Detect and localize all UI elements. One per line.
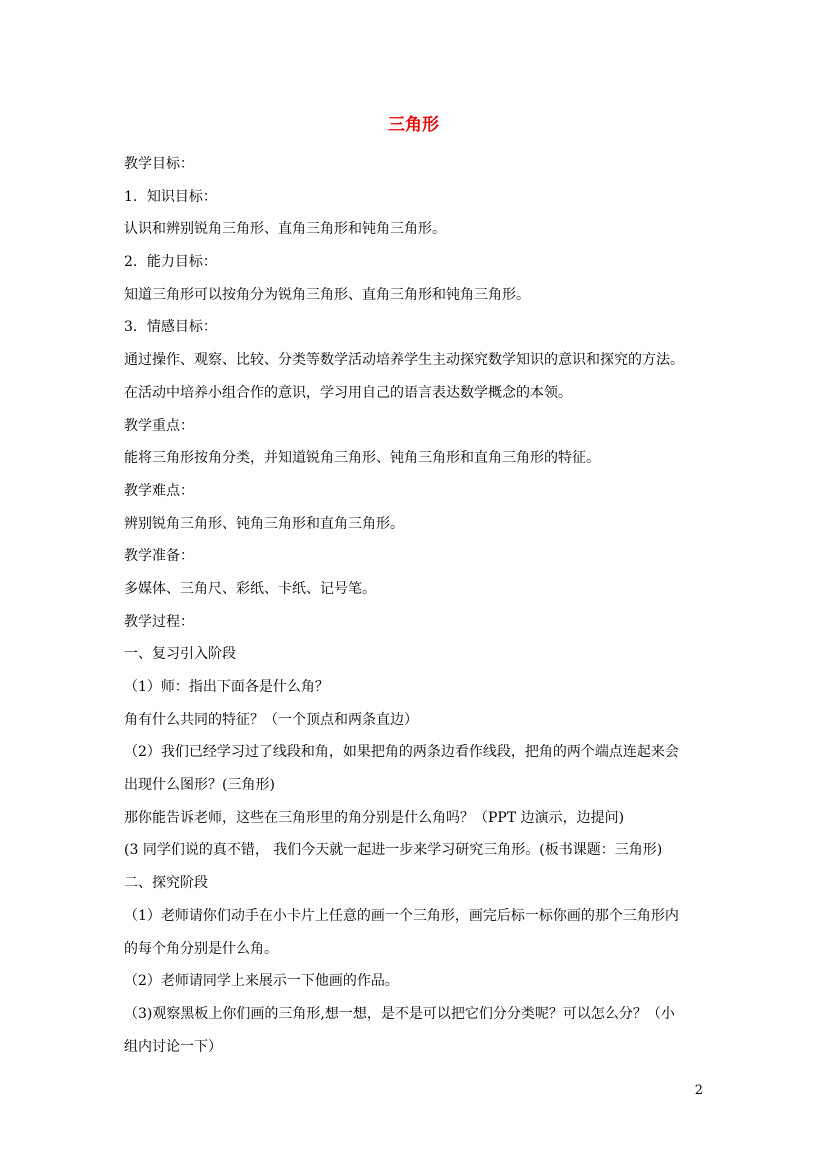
text-line: （3)观察黑板上你们画的三角形,想一想，是不是可以把它们分分类呢？可以怎么分？（小 (124, 1005, 675, 1022)
text-line: （1）老师请你们动手在小卡片上任意的画一个三角形，画完后标一标你画的那个三角形内 (124, 907, 679, 924)
text-line: 教学重点： (124, 417, 194, 434)
text-line: （1）师：指出下面各是什么角？ (124, 679, 329, 695)
document-title: 三角形 (388, 115, 439, 135)
text-line: 的每个角分别是什么角。 (124, 940, 278, 957)
text-line: 二、探究阶段 (124, 875, 208, 892)
text-line: 出现什么图形？(三角形) (124, 777, 275, 794)
page-number: 2 (694, 1083, 703, 1098)
text-line: （2）我们已经学习过了线段和角，如果把角的两条边看作线段，把角的两个端点连起来会 (124, 744, 679, 761)
document-body (124, 148, 724, 1063)
text-line: 1．知识目标： (124, 188, 217, 205)
text-line: 认识和辨别锐角三角形、直角三角形和钝角三角形。 (124, 221, 446, 238)
text-line: 能将三角形按角分类，并知道锐角三角形、钝角三角形和直角三角形的特征。 (124, 450, 600, 467)
text-line: 知道三角形可以按角分为锐角三角形、直角三角形和钝角三角形。 (124, 286, 530, 303)
text-line: 教学目标： (124, 156, 194, 172)
text-line: 多媒体、三角尺、彩纸、卡纸、记号笔。 (124, 580, 376, 597)
text-line: 教学准备： (124, 548, 194, 565)
text-line: 教学难点： (124, 482, 194, 499)
text-line: 通过操作、观察、比较、分类等数学活动培养学生主动探究数学知识的意识和探究的方法。 (124, 352, 684, 369)
text-line: 角有什么共同的特征？（一个顶点和两条直边） (124, 711, 418, 728)
text-line: 那你能告诉老师，这些在三角形里的角分别是什么角吗？（PPT 边演示，边提问) (124, 809, 625, 826)
text-line: 2．能力目标： (124, 254, 217, 271)
text-line: （2）老师请同学上来展示一下他画的作品。 (124, 973, 399, 990)
text-line: 教学过程： (124, 613, 194, 630)
text-line: 在活动中培养小组合作的意识，学习用自己的语言表达数学概念的本领。 (124, 384, 572, 401)
text-line: 组内讨论一下） (124, 1038, 222, 1055)
text-line: (3 同学们说的真不错， 我们今天就一起进一步来学习研究三角形。(板书课题：三角形) (124, 842, 663, 859)
text-line: 一、复习引入阶段 (124, 646, 236, 663)
text-line: 辨别锐角三角形、钝角三角形和直角三角形。 (124, 515, 404, 532)
text-line: 3．情感目标： (124, 319, 217, 336)
